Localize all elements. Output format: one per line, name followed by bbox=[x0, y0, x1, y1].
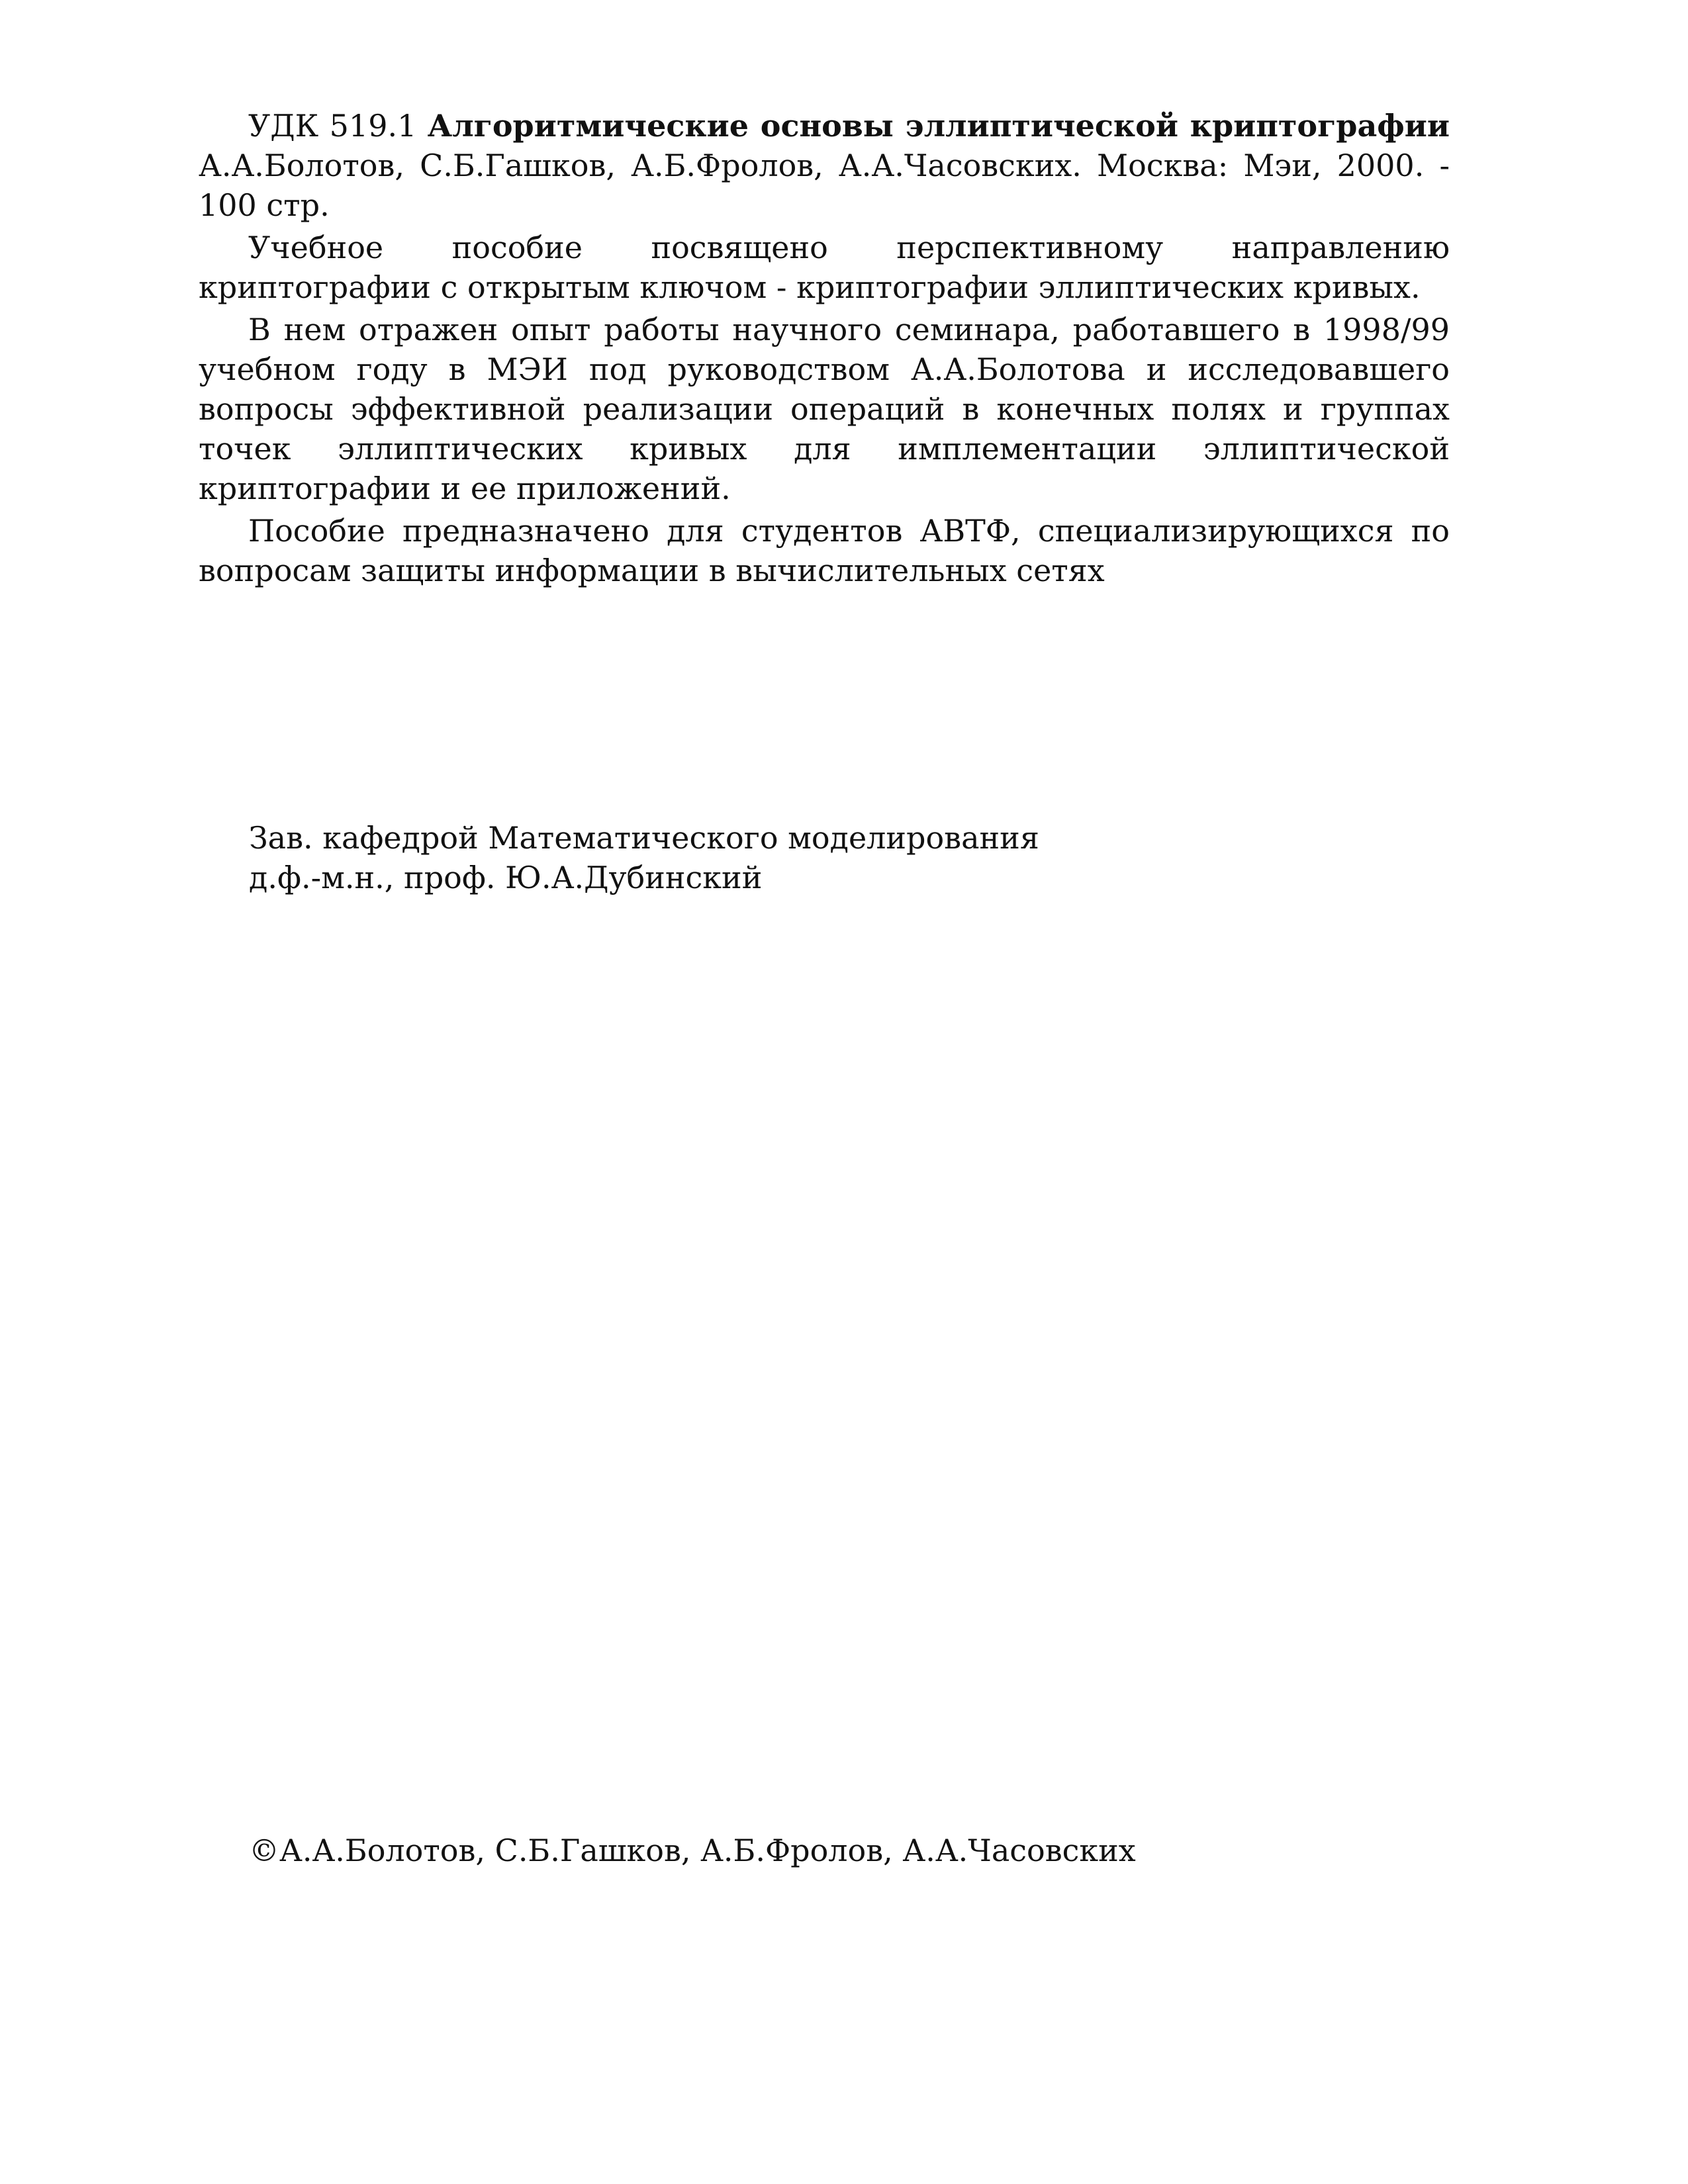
signature-line-2: д.ф.-м.н., проф. Ю.А.Дубинский bbox=[249, 860, 763, 895]
udc-code: УДК 519.1 bbox=[248, 108, 417, 144]
abstract-paragraph-3: Пособие предназначено для студентов АВТФ, специализирующихся по вопросам защиты информации в вычислительных сетях bbox=[199, 513, 1450, 588]
abstract-paragraph-1: Учебное пособие посвящено перспективному направлению криптографии с открытым ключом - криптографии эллиптических кривых. bbox=[199, 230, 1450, 305]
abstract-paragraph-2: В нем отражен опыт работы научного семинара, работавшего в 1998/99 учебном году в МЭИ под руководством А.А.Болотова и исследовавшего вопросы эффективной реализации операций в конечных полях и группах точек эллиптических кривых для имплементации эллиптической криптографии и ее приложений. bbox=[199, 312, 1450, 506]
book-title: Алгоритмические основы эллиптической криптографии bbox=[427, 108, 1450, 144]
copyright-notice: ©А.А.Болотов, С.Б.Гашков, А.Б.Фролов, А.А.Часовских bbox=[249, 1833, 1136, 1868]
signature-line-1: Зав. кафедрой Математического моделирования bbox=[249, 820, 1039, 856]
abstract-block bbox=[199, 106, 1450, 590]
bibliographic-header bbox=[199, 106, 1450, 225]
citation: А.А.Болотов, С.Б.Гашков, А.Б.Фролов, А.А.Часовских. Москва: Мэи, 2000. - 100 стр. bbox=[199, 148, 1450, 223]
